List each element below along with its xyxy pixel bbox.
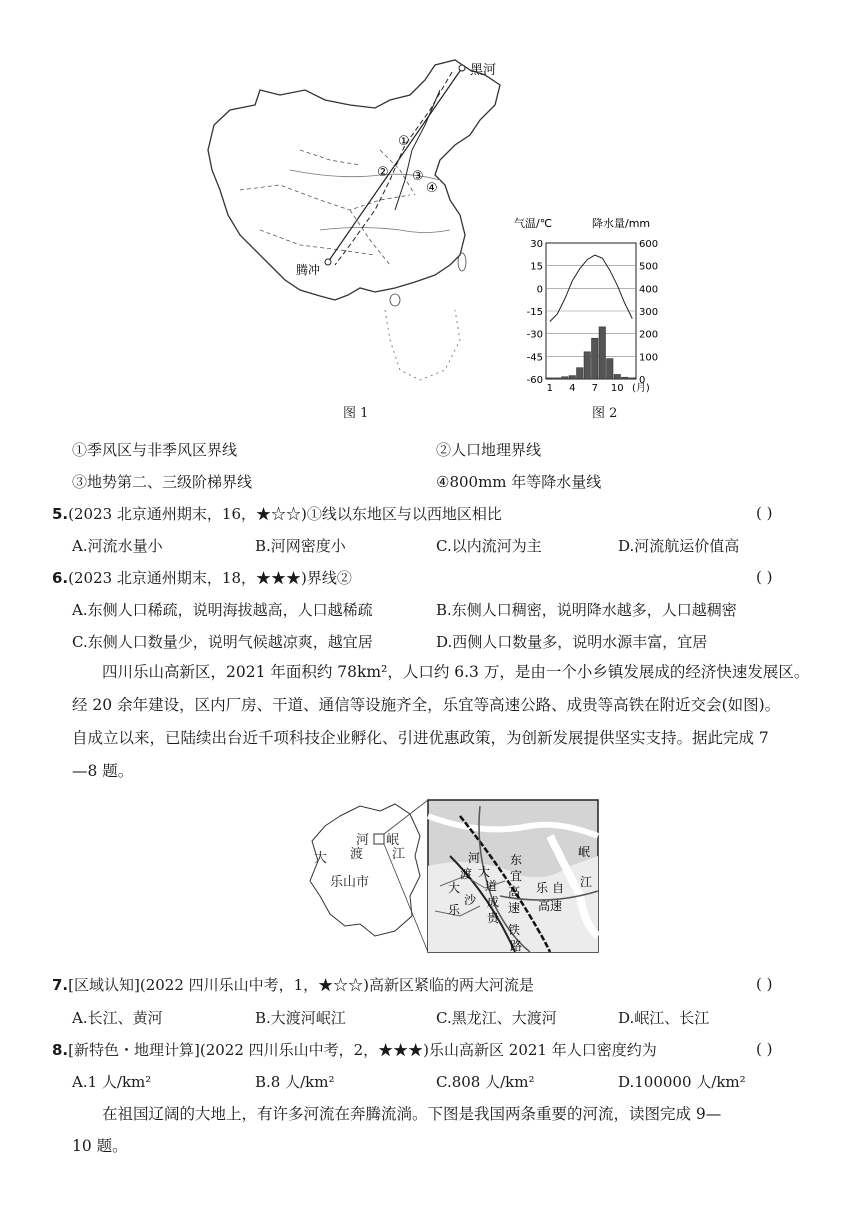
q8-option-c: C.808 人/km² — [436, 1073, 535, 1091]
city-label: 乐山市 — [330, 875, 370, 890]
option-3: ③地势第二、三级阶梯界线 — [72, 473, 253, 491]
q5-option-b: B.河网密度小 — [255, 537, 346, 555]
q5-option-c: C.以内流河为主 — [436, 537, 542, 555]
question-number: 5. — [52, 505, 69, 523]
q8-option-d: D.100000 人/km² — [618, 1073, 746, 1091]
question-7 — [52, 975, 534, 995]
right-tick-label: 500 — [639, 261, 659, 273]
left-tick-label: 0 — [536, 284, 543, 296]
x-tick-label: 4 — [569, 383, 576, 394]
q8-option-a: A.1 人/km² — [72, 1073, 152, 1091]
precip-bar — [599, 327, 606, 379]
svg-text:渡: 渡 — [460, 867, 473, 881]
svg-text:东: 东 — [510, 853, 523, 867]
svg-text:大: 大 — [478, 865, 491, 879]
svg-text:河: 河 — [468, 851, 481, 865]
svg-text:江: 江 — [392, 847, 406, 862]
precip-bar — [622, 377, 629, 379]
svg-text:路: 路 — [510, 939, 523, 953]
precip-bar — [562, 377, 569, 379]
question-5 — [52, 504, 502, 524]
question-stem: (2023 北京通州期末，18，★★★)界线② — [68, 569, 352, 587]
q6-option-d: D.西侧人口数量多，说明水源丰富，宜居 — [436, 633, 708, 651]
marker-3: ③ — [412, 169, 424, 184]
svg-text:高: 高 — [508, 885, 521, 899]
x-unit-label: (月) — [632, 383, 650, 394]
precip-bar — [547, 378, 554, 379]
q8-option-b: B.8 人/km² — [255, 1073, 335, 1091]
right-tick-label: 0 — [639, 375, 646, 386]
inset-map — [428, 800, 598, 953]
svg-text:自: 自 — [552, 881, 565, 895]
q7-option-a: A.长江、黄河 — [72, 1009, 163, 1027]
island-dots — [385, 310, 460, 380]
x-tick-label: 10 — [610, 383, 624, 394]
q6-option-c: C.东侧人口数量少，说明气候越凉爽，越宜居 — [72, 633, 373, 651]
x-tick-label: 1 — [546, 383, 553, 394]
svg-text:成: 成 — [487, 895, 500, 909]
right-tick-label: 600 — [639, 239, 659, 250]
precip-bar — [629, 378, 636, 379]
q5-option-d: D.河流航运价值高 — [618, 537, 740, 555]
passage-2-line-2: 10 题。 — [72, 1137, 128, 1155]
left-tick-label: 30 — [530, 239, 543, 250]
precip-bar — [554, 378, 561, 379]
right-tick-label: 400 — [639, 284, 659, 296]
label-tengchong: 腾冲 — [296, 263, 321, 277]
marker-4: ④ — [426, 181, 438, 196]
svg-text:高速: 高速 — [538, 899, 563, 913]
svg-text:乐: 乐 — [448, 903, 461, 917]
answer-paren: ( ) — [756, 1040, 773, 1058]
right-tick-label: 300 — [639, 307, 659, 318]
passage-2-line-1: 在祖国辽阔的大地上，有许多河流在奔腾流淌。下图是我国两条重要的河流，读图完成 9— — [102, 1105, 722, 1123]
question-stem: [新特色・地理计算](2022 四川乐山中考，2，★★★)乐山高新区 2021 年人口密度约为 — [68, 1041, 657, 1059]
q7-option-d: D.岷江、长江 — [618, 1009, 710, 1027]
answer-paren: ( ) — [756, 568, 773, 586]
china-outline — [208, 60, 500, 300]
label-heihe: 黑河 — [470, 63, 497, 78]
precip-bar — [607, 359, 614, 379]
svg-text:沙: 沙 — [464, 893, 477, 907]
option-4: ④800mm 年等降水量线 — [436, 473, 602, 491]
question-8 — [52, 1040, 657, 1060]
marker-2: ② — [377, 165, 389, 180]
svg-text:河: 河 — [356, 833, 370, 848]
left-tick-label: -15 — [526, 307, 543, 318]
precip-bar — [584, 352, 591, 379]
question-number: 6. — [52, 569, 69, 587]
q7-option-b: B.大渡河岷江 — [255, 1009, 346, 1027]
q6-option-a: A.东侧人口稀疏，说明海拔越高，人口越稀疏 — [72, 601, 373, 619]
passage-1-line-3: 自成立以来，已陆续出台近千项科技企业孵化、引进优惠政策，为创新发展提供坚实支持。据此完成 7 — [72, 729, 769, 747]
heihe-tengchong-line — [328, 68, 462, 262]
y-right-label: 降水量/mm — [592, 217, 651, 230]
svg-text:贵: 贵 — [487, 911, 500, 925]
left-tick-label: -30 — [526, 329, 543, 341]
figure2-caption: 图 2 — [592, 406, 618, 421]
answer-paren: ( ) — [756, 975, 773, 993]
leshan-map-figure — [300, 796, 605, 956]
right-tick-label: 100 — [639, 352, 659, 364]
q7-option-c: C.黑龙江、大渡河 — [436, 1009, 557, 1027]
question-6 — [52, 568, 352, 588]
passage-1-line-1: 四川乐山高新区，2021 年面积约 78km²，人口约 6.3 万，是由一个小乡镇发展成的经济快速发展区。 — [102, 663, 810, 681]
svg-text:大: 大 — [448, 881, 461, 895]
svg-text:岷: 岷 — [386, 833, 400, 848]
passage-1-line-4: —8 题。 — [72, 762, 134, 780]
passage-1-line-2: 经 20 余年建设，区内厂房、干道、通信等设施齐全，乐宜等高速公路、成贵等高铁在附近交会(如图)。 — [72, 696, 781, 714]
y-left-label: 气温/℃ — [514, 217, 553, 230]
q5-option-a: A.河流水量小 — [72, 537, 163, 555]
figure1-caption: 图 1 — [343, 406, 369, 421]
right-tick-label: 200 — [639, 329, 659, 341]
svg-text:江: 江 — [580, 875, 593, 889]
left-tick-label: -45 — [526, 352, 543, 364]
answer-paren: ( ) — [756, 504, 773, 522]
dashed-boundary-line — [335, 72, 452, 265]
x-tick-label: 7 — [591, 383, 598, 394]
question-stem: [区域认知](2022 四川乐山中考，1，★☆☆)高新区紧临的两大河流是 — [68, 976, 535, 994]
left-tick-label: 15 — [530, 261, 543, 273]
precip-bar — [577, 368, 584, 379]
svg-text:宜: 宜 — [510, 869, 523, 883]
question-stem: (2023 北京通州期末，16，★☆☆)①线以东地区与以西地区相比 — [68, 505, 502, 523]
option-1: ①季风区与非季风区界线 — [72, 441, 238, 459]
svg-text:大: 大 — [314, 851, 328, 866]
precip-bar — [614, 374, 621, 379]
question-number: 8. — [52, 1041, 69, 1059]
svg-text:渡: 渡 — [350, 847, 364, 862]
svg-text:岷: 岷 — [578, 845, 591, 859]
leshan-outline — [310, 804, 420, 936]
question-number: 7. — [52, 976, 69, 994]
province-lines — [240, 150, 415, 265]
precip-bar — [569, 376, 576, 379]
svg-text:速: 速 — [508, 901, 521, 915]
q6-option-b: B.东侧人口稠密，说明降水越多，人口越稠密 — [436, 601, 737, 619]
option-2: ②人口地理界线 — [436, 441, 542, 459]
svg-text:道: 道 — [485, 879, 498, 893]
svg-text:乐: 乐 — [536, 881, 549, 895]
marker-1: ① — [398, 134, 410, 149]
climate-chart — [510, 212, 670, 397]
svg-text:铁: 铁 — [508, 923, 521, 937]
left-tick-label: -60 — [526, 375, 543, 386]
precip-bar — [592, 338, 599, 379]
china-map-figure — [200, 50, 520, 390]
